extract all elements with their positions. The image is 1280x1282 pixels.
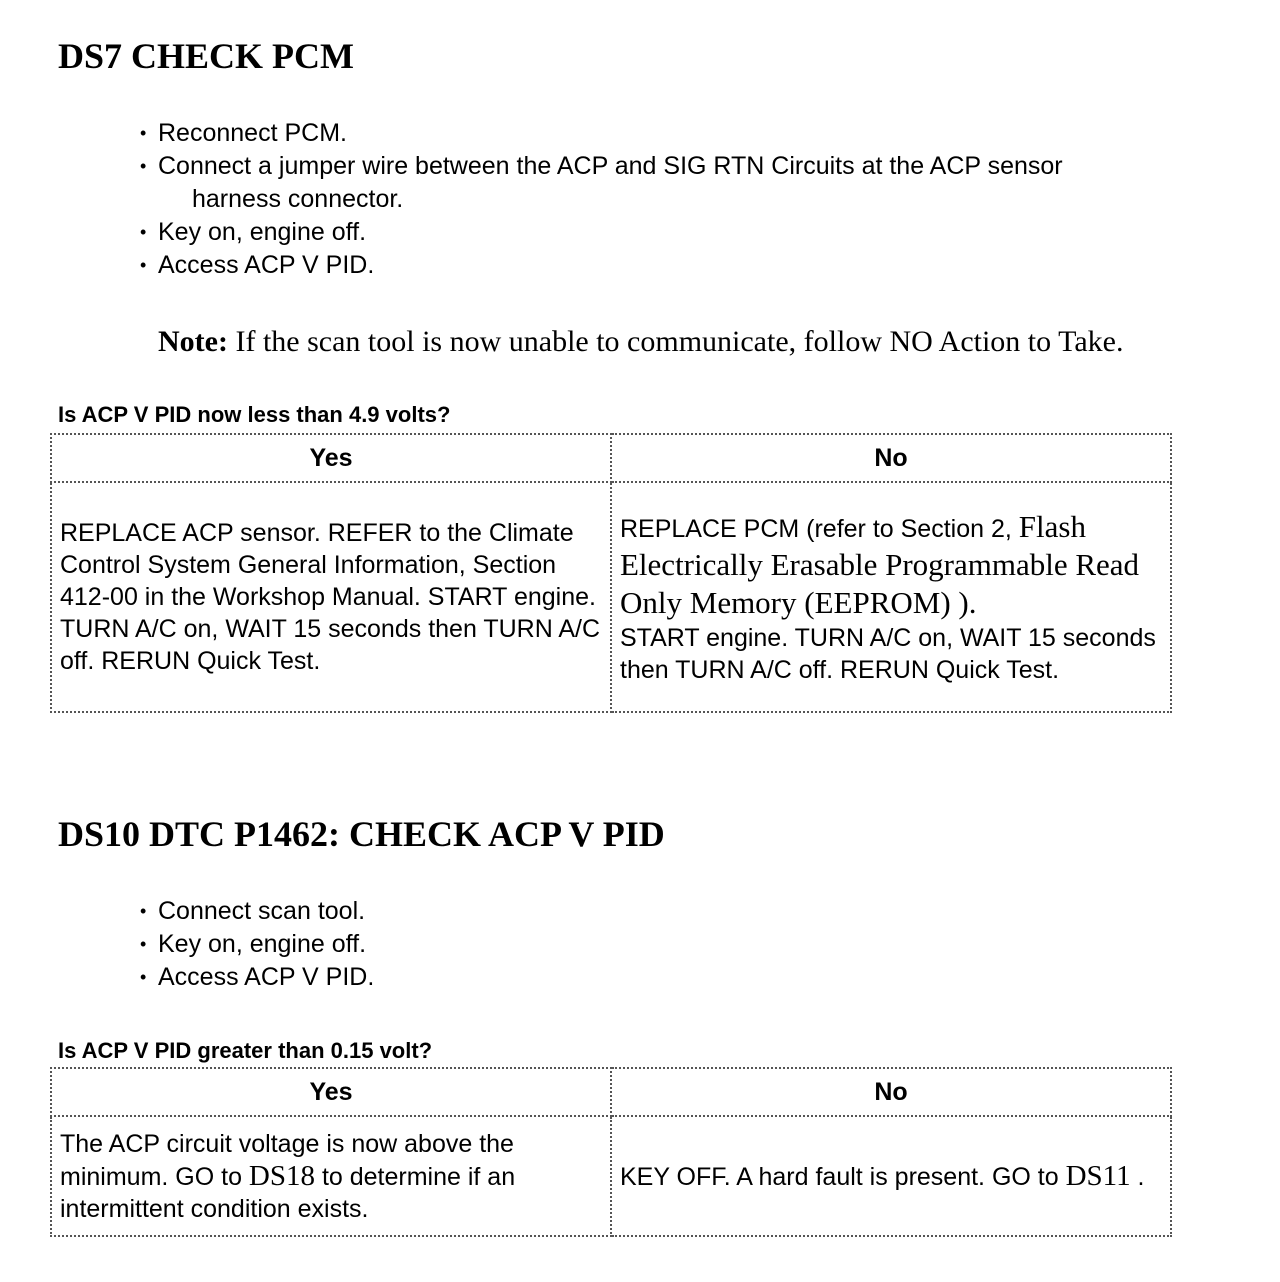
bullet-icon: • (140, 123, 147, 143)
no-header: No (611, 1068, 1171, 1116)
yes-header: Yes (51, 1068, 611, 1116)
no-action-text: REPLACE PCM (refer to Section 2, (620, 515, 1019, 543)
bullet-icon: • (140, 156, 147, 176)
yes-action-text: The ACP circuit voltage is now above the minimum. GO to (60, 1129, 514, 1191)
ds7-title: DS7 CHECK PCM (58, 36, 354, 76)
bullet-icon: • (140, 255, 147, 275)
note-label: Note: (158, 325, 228, 358)
step-text: Reconnect PCM. (158, 119, 347, 147)
step-text: Connect a jumper wire between the ACP and SIG RTN Circuits at the ACP sensor (158, 152, 1063, 180)
ds7-step-list (140, 117, 1200, 282)
step-text: Connect scan tool. (158, 897, 366, 925)
no-action-text: KEY OFF. A hard fault is present. GO to (620, 1162, 1066, 1191)
yes-header: Yes (51, 434, 611, 482)
note (158, 322, 1123, 362)
ds11-link[interactable]: DS11 (1065, 1159, 1131, 1192)
bullet-icon: • (140, 901, 147, 921)
ds10-answer-table (50, 1067, 1172, 1237)
ds18-link[interactable]: DS18 (248, 1159, 315, 1192)
list-item (140, 150, 1200, 216)
list-item (140, 117, 1200, 150)
no-action (611, 1116, 1171, 1236)
step-text-continued: harness connector. (192, 185, 404, 213)
no-action-text-end: ). (950, 585, 977, 620)
list-item (140, 216, 1200, 249)
step-text: Access ACP V PID. (158, 251, 375, 279)
step-text: Access ACP V PID. (158, 963, 375, 991)
ds10-title: DS10 DTC P1462: CHECK ACP V PID (58, 814, 665, 854)
no-action (611, 482, 1171, 712)
eeprom-link[interactable]: Flash Electrically Erasable Programmable Read Only Memory (EEPROM) (620, 509, 1140, 620)
bullet-icon: • (140, 934, 147, 954)
step-text: Key on, engine off. (158, 930, 367, 958)
no-action-text-end: . (1130, 1162, 1145, 1191)
list-item (140, 928, 1200, 961)
no-action-followup: START engine. TURN A/C on, WAIT 15 seconds then TURN A/C off. RERUN Quick Test. (620, 624, 1156, 684)
ds7-answer-table (50, 433, 1172, 713)
list-item (140, 961, 1200, 994)
yes-action (51, 1116, 611, 1236)
list-item (140, 895, 1200, 928)
yes-action: REPLACE ACP sensor. REFER to the Climate Control System General Information, Section 412-00 in the Workshop Manual. START engine. TURN A/C on, WAIT 15 seconds then TURN A/C off. RERUN Quick Test. (51, 482, 611, 712)
bullet-icon: • (140, 967, 147, 987)
step-text: Key on, engine off. (158, 218, 367, 246)
no-header: No (611, 434, 1171, 482)
note-text: If the scan tool is now unable to communicate, follow NO Action to Take. (227, 325, 1124, 358)
list-item (140, 249, 1200, 282)
ds7-question: Is ACP V PID now less than 4.9 volts? (58, 402, 451, 427)
ds10-step-list (140, 895, 1200, 994)
ds10-question: Is ACP V PID greater than 0.15 volt? (58, 1038, 433, 1063)
yes-action-text-end: to determine if an intermittent condition exists. (60, 1162, 516, 1223)
bullet-icon: • (140, 222, 147, 242)
